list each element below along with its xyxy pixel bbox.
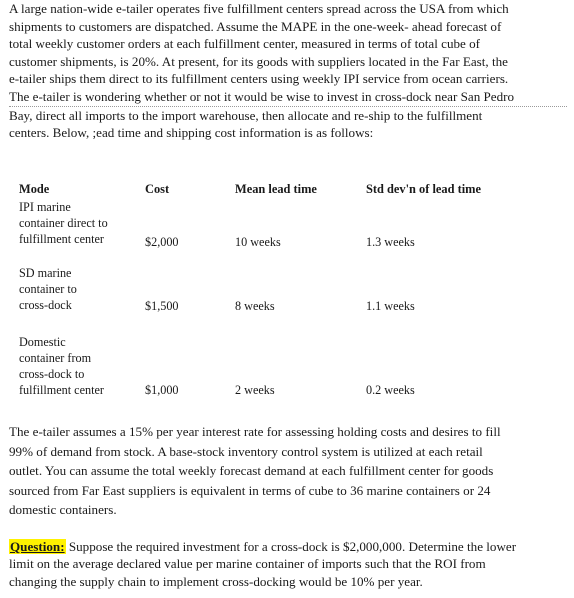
intro-line: shipments to customers are dispatched. Assume the MAPE in the one-week- ahead forecast of [9, 18, 502, 34]
table-row [19, 265, 559, 334]
mean-lead-time-cell: 8 weeks [235, 299, 275, 313]
table-row [19, 199, 559, 265]
table-header [19, 177, 559, 199]
para-line: outlet. You can assume the total weekly forecast demand at each fulfillment center for goods [9, 463, 494, 479]
table-row [19, 334, 559, 400]
para-line: The e-tailer assumes a 15% per year interest rate for assessing holding costs and desires to fill [9, 424, 501, 439]
header-mean-lead-time: Mean lead time [235, 182, 317, 196]
mean-lead-time-cell: 2 weeks [235, 383, 275, 397]
question-block [9, 538, 565, 590]
mode-line: fulfillment center [19, 383, 104, 397]
mode-line: container from [19, 351, 92, 365]
cost-cell: $1,000 [145, 383, 179, 397]
mode-line: container direct to [19, 216, 108, 230]
mode-cell [19, 334, 139, 398]
mode-line: fulfillment center [19, 232, 104, 246]
lead-time-cost-table [19, 177, 559, 400]
mode-line: IPI marine [19, 200, 71, 214]
para-line: sourced from Far East suppliers is equivalent in terms of cube to 36 marine containers or 24 [9, 482, 491, 498]
std-lead-time-cell: 0.2 weeks [366, 383, 415, 397]
intro-line: A large nation-wide e-tailer operates five fulfillment centers spread across the USA from which [9, 1, 509, 16]
question-label: Question: [10, 539, 65, 554]
header-mode: Mode [19, 182, 50, 196]
mode-line: SD marine [19, 266, 72, 280]
header-cost: Cost [145, 182, 170, 196]
mode-line: Domestic [19, 335, 66, 349]
mode-line: cross-dock [19, 298, 72, 312]
question-line [9, 538, 565, 555]
intro-line: centers. Below, ;ead time and shipping cost information is as follows: [9, 125, 374, 141]
cost-cell: $1,500 [145, 299, 179, 313]
intro-line: total weekly customer orders at each fulfillment center, measured in terms of total cube of [9, 36, 481, 52]
header-std-dev-lead-time: Std dev'n of lead time [366, 182, 481, 196]
cost-cell: $2,000 [145, 235, 179, 249]
intro-line: Bay, direct all imports to the import warehouse, then allocate and re-ship to the fulfillment [9, 107, 483, 123]
para-line: 99% of demand from stock. A base-stock inventory control system is utilized at each retail [9, 443, 483, 459]
intro-line: customer shipments, is 20%. At present, for its goods with suppliers located in the Far East, the [9, 53, 508, 69]
mode-cell [19, 265, 139, 313]
question-line: limit on the average declared value per marine container of imports such that the ROI from [9, 556, 486, 572]
intro-line: e-tailer ships them direct to its fulfillment centers using weekly IPI service from ocean carriers. [9, 71, 509, 87]
mean-lead-time-cell: 10 weeks [235, 235, 281, 249]
mode-line: container to [19, 282, 77, 296]
mode-cell [19, 199, 139, 247]
question-text: Suppose the required investment for a cross-dock is $2,000,000. Determine the lower [68, 539, 517, 554]
mode-line: cross-dock to [19, 367, 85, 381]
assumptions-paragraph [9, 422, 565, 520]
intro-line: The e-tailer is wondering whether or not it would be wise to invest in cross-dock near San Pedro [9, 88, 567, 107]
para-line: domestic containers. [9, 502, 117, 518]
question-line: changing the supply chain to implement cross-docking would be 10% per year. [9, 573, 423, 589]
std-lead-time-cell: 1.1 weeks [366, 299, 415, 313]
intro-paragraph [9, 0, 567, 142]
std-lead-time-cell: 1.3 weeks [366, 235, 415, 249]
